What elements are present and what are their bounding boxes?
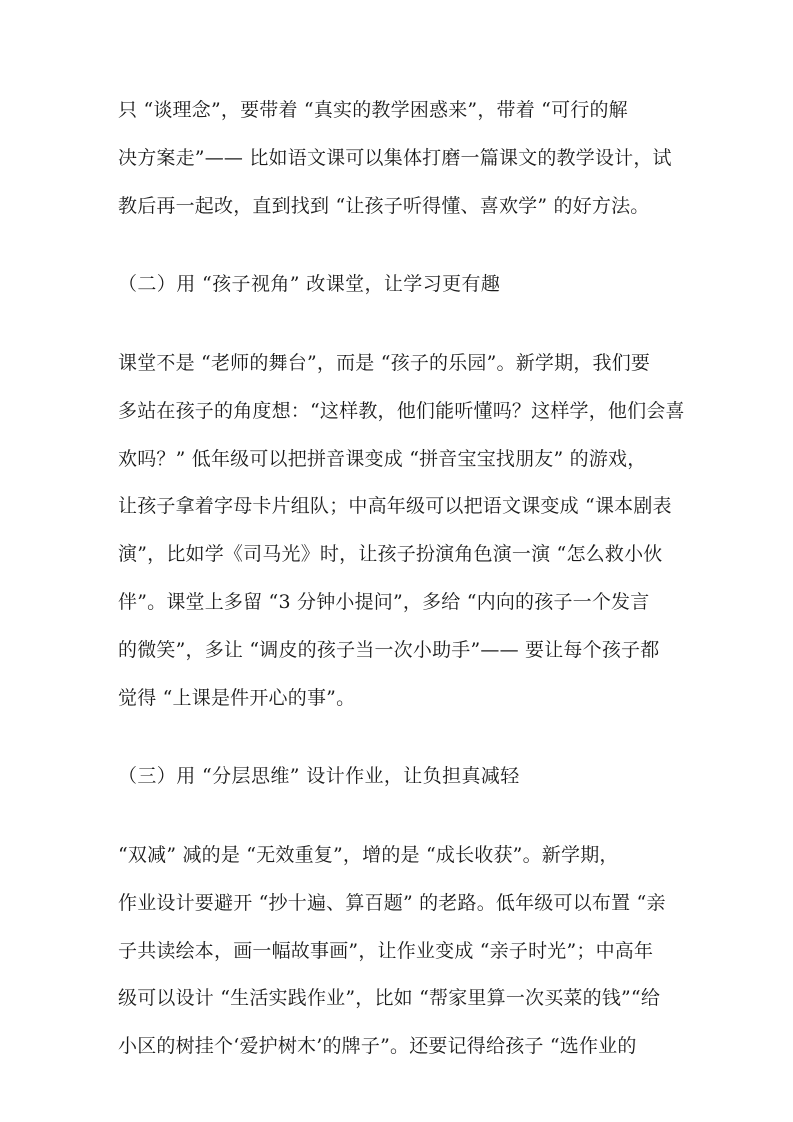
paragraph-2-line-2: 多站在孩子的角度想：“这样教，他们能听懂吗？这样学，他们会喜: [118, 400, 685, 422]
paragraph-2-line-4: 让孩子拿着字母卡片组队；中高年级可以把语文课变成 “课本剧表: [118, 495, 672, 517]
section-heading-3: （三）用 “分层思维” 设计作业，让负担真减轻: [118, 765, 520, 787]
paragraph-2-line-6: 伴”。课堂上多留 “3 分钟小提问”，多给 “内向的孩子一个发言: [118, 591, 650, 613]
paragraph-2-line-7: 的微笑”，多让 “调皮的孩子当一次小助手”—— 要让每个孩子都: [118, 639, 660, 661]
paragraph-1-line-3: 教后再一起改，直到找到 “让孩子听得懂、喜欢学” 的好方法。: [118, 195, 650, 217]
paragraph-1-line-1: 只 “谈理念”，要带着 “真实的教学困惑来”，带着 “可行的解: [118, 99, 628, 121]
paragraph-3-line-2: 作业设计要避开 “抄十遍、算百题” 的老路。低年级可以布置 “亲: [118, 892, 666, 914]
paragraph-2-line-5: 演”，比如学《司马光》时，让孩子扮演角色演一演 “怎么救小伙: [118, 543, 663, 565]
paragraph-3-line-4: 级可以设计 “生活实践作业”，比如 “帮家里算一次买菜的钱”“给: [118, 987, 661, 1009]
paragraph-1-line-2: 决方案走”—— 比如语文课可以集体打磨一篇课文的教学设计，试: [118, 147, 672, 169]
paragraph-2-line-1: 课堂不是 “老师的舞台”，而是 “孩子的乐园”。新学期，我们要: [118, 352, 651, 374]
paragraph-3-line-1: “双减” 减的是 “无效重复”，增的是 “成长收获”。新学期，: [118, 844, 619, 866]
paragraph-3-line-5: 小区的树挂个‘爱护树木’的牌子”。还要记得给孩子 “选作业的: [118, 1035, 637, 1057]
paragraph-2-line-3: 欢吗？” 低年级可以把拼音课变成 “拼音宝宝找朋友” 的游戏，: [118, 448, 647, 470]
paragraph-3-line-3: 子共读绘本，画一幅故事画”，让作业变成 “亲子时光”；中高年: [118, 940, 654, 962]
section-heading-2: （二）用 “孩子视角” 改课堂，让学习更有趣: [118, 273, 501, 295]
paragraph-2-line-8: 觉得 “上课是件开心的事”。: [118, 687, 356, 709]
